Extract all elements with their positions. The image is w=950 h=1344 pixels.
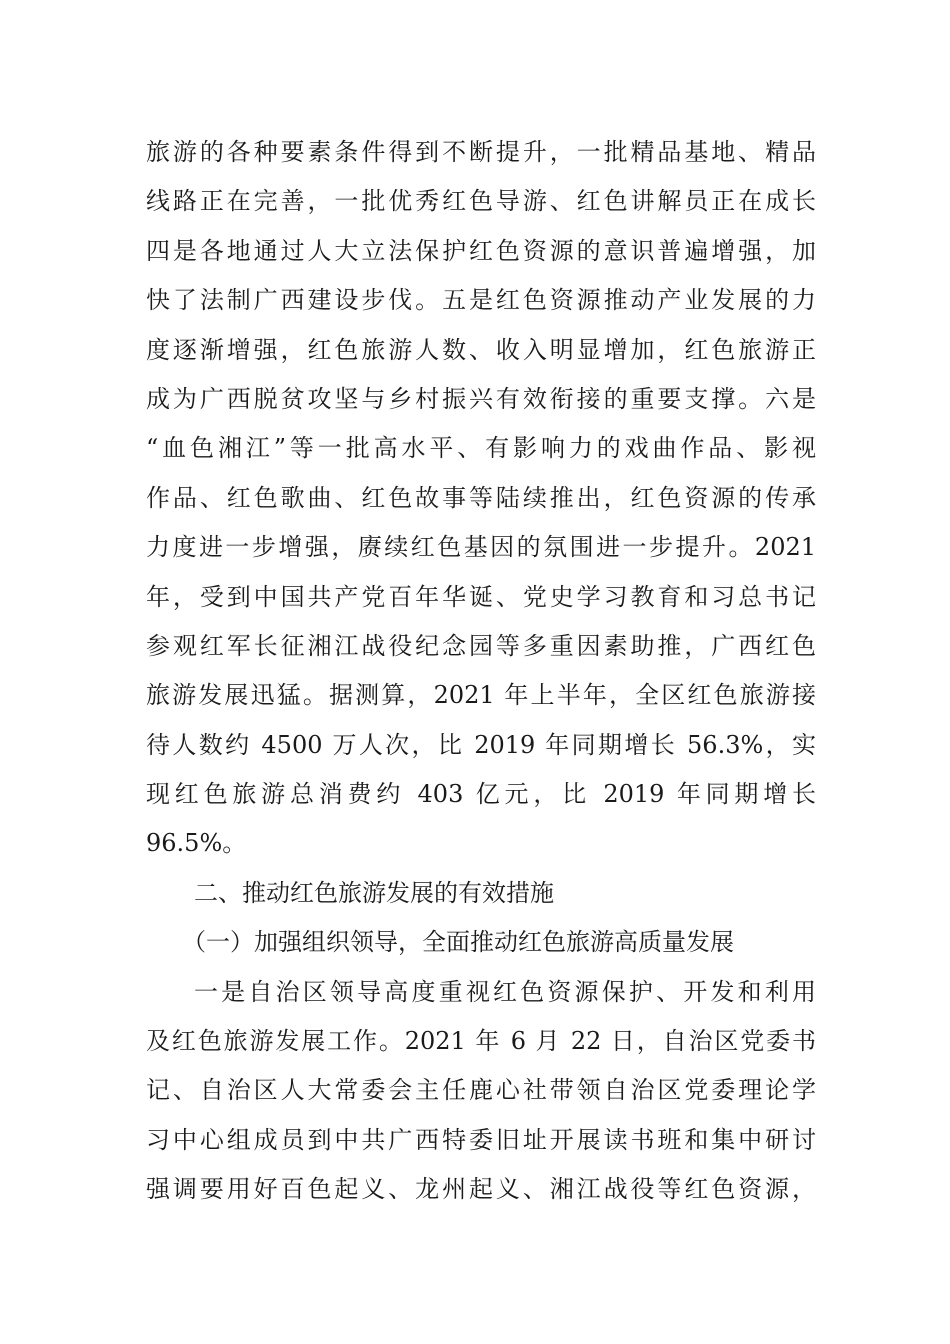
paragraph-line: 旅游发展迅猛。据测算，2021 年上半年，全区红色旅游接 (146, 681, 816, 710)
subsection-heading: （一）加强组织领导，全面推动红色旅游高质量发展 (182, 928, 734, 957)
paragraph-line: 习中心组成员到中共广西特委旧址开展读书班和集中研讨 (146, 1125, 816, 1154)
paragraph-line: 参观红军长征湘江战役纪念园等多重因素助推，广西红色 (146, 631, 816, 660)
paragraph-line: 线路正在完善，一批优秀红色导游、红色讲解员正在成长 (146, 187, 816, 216)
paragraph-line: 及红色旅游发展工作。2021 年 6 月 22 日，自治区党委书 (146, 1027, 816, 1056)
paragraph-line: 四是各地通过人大立法保护红色资源的意识普遍增强，加 (146, 236, 816, 265)
paragraph-line: 旅游的各种要素条件得到不断提升，一批精品基地、精品 (146, 138, 816, 166)
body-text (146, 128, 816, 1215)
paragraph-line-first: 一是自治区领导高度重视红色资源保护、开发和利用 (194, 977, 816, 1006)
paragraph-line: 度逐渐增强，红色旅游人数、收入明显增加，红色旅游正 (146, 335, 816, 364)
paragraph-line: 现红色旅游总消费约 403 亿元，比 2019 年同期增长 (146, 780, 816, 809)
paragraph-line: 强调要用好百色起义、龙州起义、湘江战役等红色资源， (146, 1175, 816, 1204)
paragraph-line: 成为广西脱贫攻坚与乡村振兴有效衔接的重要支撑。六是 (146, 384, 816, 413)
paragraph-line-end: 96.5%。 (146, 829, 247, 858)
paragraph-line: 作品、红色歌曲、红色故事等陆续推出，红色资源的传承 (146, 483, 816, 512)
paragraph-line: 年，受到中国共产党百年华诞、党史学习教育和习总书记 (146, 582, 816, 611)
paragraph-line: 力度进一步增强，赓续红色基因的氛围进一步提升。2021 (146, 533, 816, 562)
paragraph-line: 待人数约 4500 万人次，比 2019 年同期增长 56.3%，实 (146, 730, 816, 759)
paragraph-line: “血色湘江”等一批高水平、有影响力的戏曲作品、影视 (146, 434, 816, 463)
paragraph-line: 记、自治区人大常委会主任鹿心社带领自治区党委理论学 (146, 1076, 816, 1105)
paragraph-line: 快了法制广西建设步伐。五是红色资源推动产业发展的力 (146, 286, 816, 315)
section-heading: 二、推动红色旅游发展的有效措施 (194, 878, 554, 907)
